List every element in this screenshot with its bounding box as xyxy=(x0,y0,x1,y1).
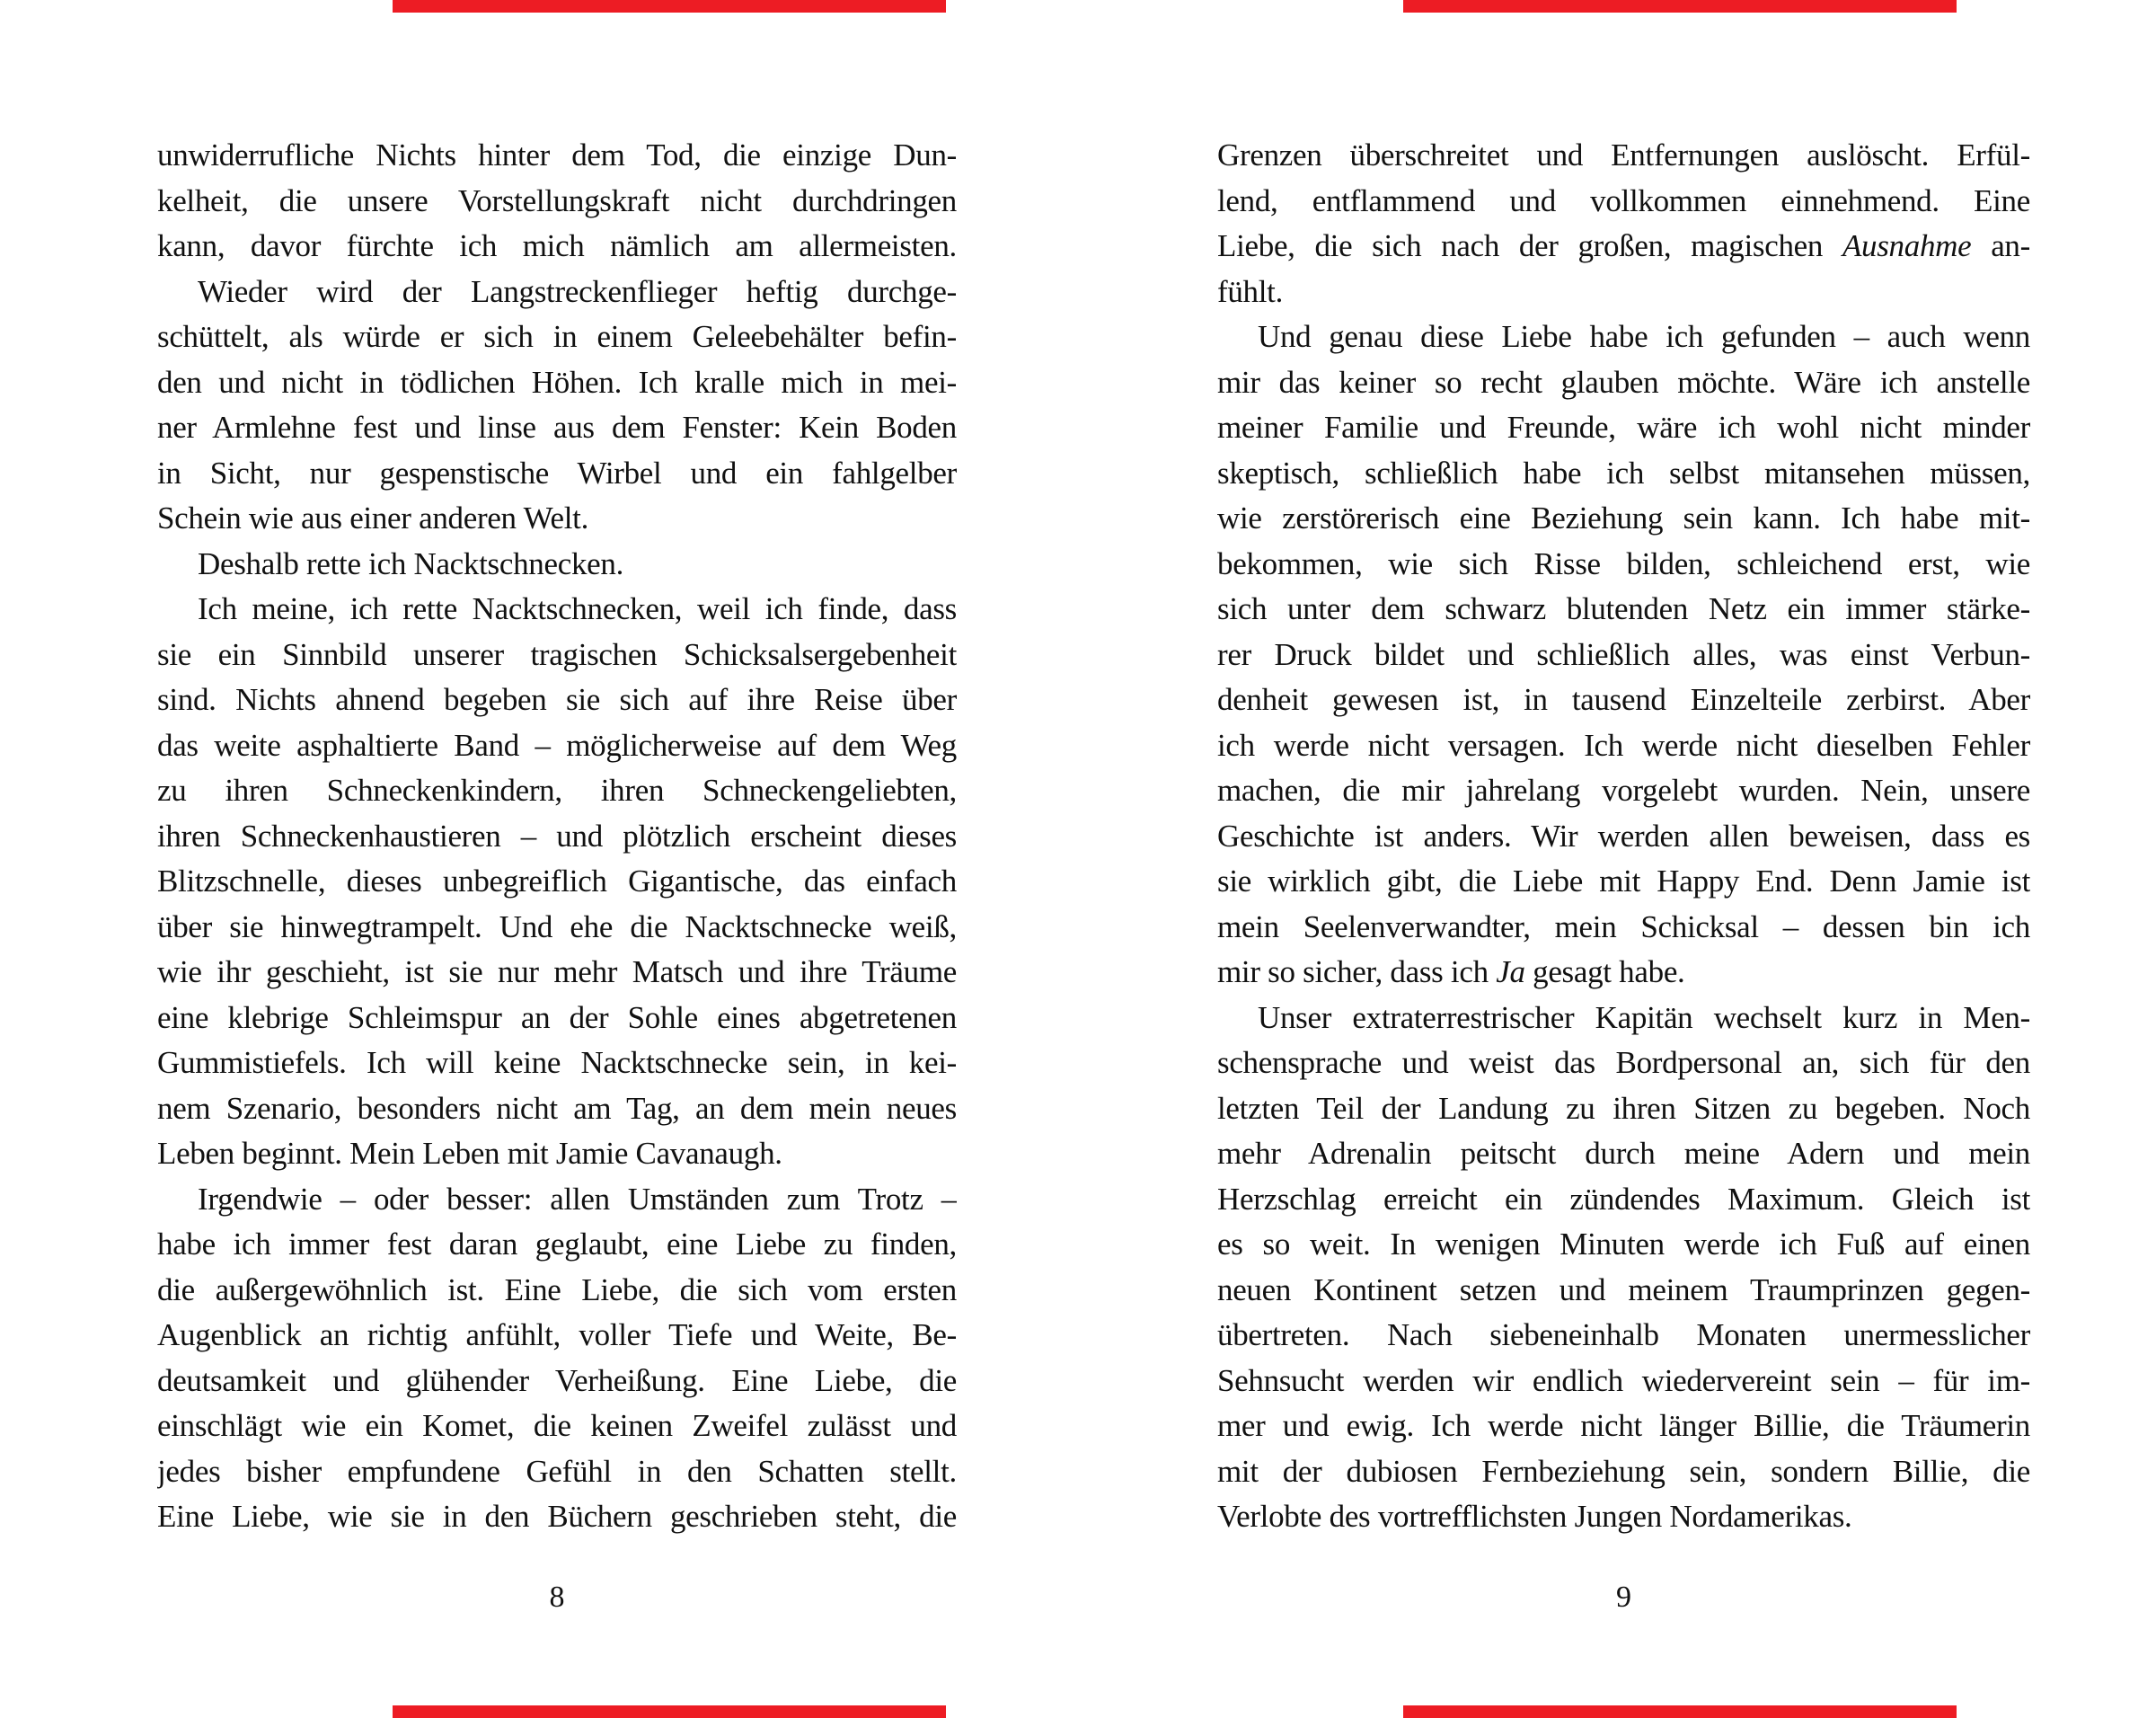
text-line xyxy=(157,950,957,996)
text-line xyxy=(1217,859,2030,905)
text-segment: Verlobte des vortrefflichsten Jungen Nordamerikas. xyxy=(1217,1499,1852,1534)
text-segment: sich unter dem schwarz blutenden Netz ein immer stärke- xyxy=(1217,591,2030,626)
text-segment: Wieder wird der Langstreckenflieger heftig durchge- xyxy=(198,273,957,309)
text-segment: Ich meine, ich rette Nacktschnecken, weil ich finde, dass xyxy=(198,591,957,626)
text-segment: sind. Nichts ahnend begeben sie sich auf ihre Reise über xyxy=(157,682,957,717)
cover-edge-top-right xyxy=(1403,0,1957,13)
text-line xyxy=(1217,677,2030,723)
text-segment: wie zerstörerisch eine Beziehung sein kann. Ich habe mit- xyxy=(1217,500,2030,536)
text-segment: mein Seelenverwandter, mein Schicksal – dessen bin ich xyxy=(1217,908,2030,944)
text-line xyxy=(157,1359,957,1404)
text-segment: kann, davor fürchte ich mich nämlich am allermeisten. xyxy=(157,228,957,263)
text-segment: sie ein Sinnbild unserer tragischen Schicksalsergebenheit xyxy=(157,636,957,672)
text-segment: ihren Schneckenhaustieren – und plötzlich erscheint dieses xyxy=(157,818,957,854)
text-line xyxy=(157,1131,957,1177)
text-segment: sie wirklich gibt, die Liebe mit Happy End. Denn Jamie ist xyxy=(1217,863,2030,899)
text-segment: Deshalb rette ich Nacktschnecken. xyxy=(198,545,624,581)
text-segment: mit der dubiosen Fernbeziehung sein, sondern Billie, die xyxy=(1217,1453,2030,1489)
text-segment: fühlt. xyxy=(1217,273,1284,309)
text-line xyxy=(1217,1313,2030,1359)
text-line xyxy=(157,1494,957,1540)
text-segment: Liebe, die sich nach der großen, magischen xyxy=(1217,228,1842,263)
text-line xyxy=(157,587,957,633)
text-segment: deutsamkeit und glühender Verheißung. Eine Liebe, die xyxy=(157,1362,957,1398)
text-segment: Schein wie aus einer anderen Welt. xyxy=(157,500,589,536)
text-line xyxy=(1217,1359,2030,1404)
text-line xyxy=(1217,905,2030,951)
text-segment: es so weit. In wenigen Minuten werde ich Fuß auf einen xyxy=(1217,1227,2030,1262)
text-segment: ich werde nicht versagen. Ich werde nicht dieselben Fehler xyxy=(1217,727,2030,763)
text-segment: mehr Adrenalin peitscht durch meine Adern und mein xyxy=(1217,1136,2030,1171)
text-segment: eine klebrige Schleimspur an der Sohle eines abgetretenen xyxy=(157,999,957,1035)
page-right-text xyxy=(1217,133,2030,1540)
text-line xyxy=(157,224,957,270)
text-segment: skeptisch, schließlich habe ich selbst mitansehen müssen, xyxy=(1217,455,2030,491)
text-segment: in Sicht, nur gespenstische Wirbel und ein fahlgelber xyxy=(157,455,957,491)
text-line xyxy=(1217,179,2030,225)
text-line xyxy=(1217,542,2030,588)
text-segment: lend, entflammend und vollkommen einnehmend. Eine xyxy=(1217,182,2030,218)
text-segment: neuen Kontinent setzen und meinem Traumprinzen gegen- xyxy=(1217,1271,2030,1307)
text-segment: unwiderrufliche Nichts hinter dem Tod, die einzige Dun- xyxy=(157,137,957,173)
text-segment: mir das keiner so recht glauben möchte. Wäre ich anstelle xyxy=(1217,364,2030,400)
text-line xyxy=(1217,1268,2030,1314)
cover-edge-bottom-right xyxy=(1403,1705,1957,1718)
text-segment: an- xyxy=(1971,228,2030,263)
text-line xyxy=(157,133,957,179)
text-line xyxy=(1217,1177,2030,1223)
text-segment: zu ihren Schneckenkindern, ihren Schneckengeliebten, xyxy=(157,773,957,808)
text-segment: schensprache und weist das Bordpersonal an, sich für den xyxy=(1217,1045,2030,1080)
cover-edge-bottom-left xyxy=(393,1705,946,1718)
text-line xyxy=(157,405,957,451)
italic-text: Ja xyxy=(1496,954,1525,989)
italic-text: Ausnahme xyxy=(1842,228,1972,263)
text-segment: Und genau diese Liebe habe ich gefunden – auch wenn xyxy=(1258,319,2030,354)
text-segment: Sehnsucht werden wir endlich wiedervereint sein – für im- xyxy=(1217,1362,2030,1398)
text-segment: Geschichte ist anders. Wir werden allen beweisen, dass es xyxy=(1217,818,2030,854)
text-line xyxy=(1217,314,2030,360)
text-segment: habe ich immer fest daran geglaubt, eine Liebe zu finden, xyxy=(157,1227,957,1262)
text-line xyxy=(1217,224,2030,270)
text-line xyxy=(157,677,957,723)
text-segment: wie ihr geschieht, ist sie nur mehr Matsch und ihre Träume xyxy=(157,954,957,989)
text-segment: Leben beginnt. Mein Leben mit Jamie Cavanaugh. xyxy=(157,1136,782,1171)
text-line xyxy=(157,1449,957,1495)
text-line xyxy=(1217,587,2030,633)
text-line xyxy=(1217,1131,2030,1177)
text-segment: jedes bisher empfundene Gefühl in den Schatten stellt. xyxy=(157,1453,957,1489)
text-line xyxy=(1217,1222,2030,1268)
text-line xyxy=(157,1177,957,1223)
text-line xyxy=(157,314,957,360)
text-line xyxy=(157,768,957,814)
text-line xyxy=(1217,1041,2030,1086)
text-line xyxy=(157,723,957,769)
text-line xyxy=(1217,768,2030,814)
text-line xyxy=(1217,723,2030,769)
text-line xyxy=(1217,496,2030,542)
text-segment: die außergewöhnlich ist. Eine Liebe, die sich vom ersten xyxy=(157,1271,957,1307)
text-segment: bekommen, wie sich Risse bilden, schleichend erst, wie xyxy=(1217,545,2030,581)
text-line xyxy=(1217,814,2030,860)
text-line xyxy=(157,1268,957,1314)
text-segment: rer Druck bildet und schließlich alles, was einst Verbun- xyxy=(1217,636,2030,672)
text-line xyxy=(157,633,957,678)
text-segment: kelheit, die unsere Vorstellungskraft nicht durchdringen xyxy=(157,182,957,218)
text-line xyxy=(157,542,957,588)
text-line xyxy=(157,859,957,905)
text-line xyxy=(157,179,957,225)
text-segment: Irgendwie – oder besser: allen Umständen zum Trotz – xyxy=(198,1181,957,1217)
text-line xyxy=(157,1086,957,1132)
text-line xyxy=(1217,1404,2030,1449)
text-segment: gesagt habe. xyxy=(1524,954,1685,989)
text-segment: Gummistiefels. Ich will keine Nacktschnecke sein, in kei- xyxy=(157,1045,957,1080)
text-line xyxy=(1217,950,2030,996)
text-segment: mer und ewig. Ich werde nicht länger Billie, die Träumerin xyxy=(1217,1408,2030,1443)
text-line xyxy=(157,360,957,406)
text-line xyxy=(157,270,957,315)
text-line xyxy=(157,451,957,497)
text-segment: Grenzen überschreitet und Entfernungen auslöscht. Erfül- xyxy=(1217,137,2030,173)
text-segment: mir so sicher, dass ich xyxy=(1217,954,1497,989)
text-segment: einschlägt wie ein Komet, die keinen Zweifel zulässt und xyxy=(157,1408,957,1443)
text-line xyxy=(1217,633,2030,678)
text-line xyxy=(157,1404,957,1449)
text-segment: denheit gewesen ist, in tausend Einzelteile zerbirst. Aber xyxy=(1217,682,2030,717)
text-segment: das weite asphaltierte Band – möglicherweise auf dem Weg xyxy=(157,727,957,763)
text-line xyxy=(157,1041,957,1086)
text-line xyxy=(157,496,957,542)
text-line xyxy=(157,1222,957,1268)
text-segment: nem Szenario, besonders nicht am Tag, an dem mein neues xyxy=(157,1090,957,1126)
text-segment: machen, die mir jahrelang vorgelebt wurden. Nein, unsere xyxy=(1217,773,2030,808)
text-segment: Blitzschnelle, dieses unbegreiflich Gigantische, das einfach xyxy=(157,863,957,899)
text-line xyxy=(1217,405,2030,451)
text-line xyxy=(157,996,957,1041)
text-line xyxy=(1217,996,2030,1041)
text-line xyxy=(1217,1449,2030,1495)
text-line xyxy=(1217,270,2030,315)
text-segment: schüttelt, als würde er sich in einem Geleebehälter befin- xyxy=(157,319,957,354)
text-segment: über sie hinwegtrampelt. Und ehe die Nacktschnecke weiß, xyxy=(157,908,957,944)
text-segment: den und nicht in tödlichen Höhen. Ich kralle mich in mei- xyxy=(157,364,957,400)
page-left-text xyxy=(157,133,957,1540)
text-segment: Herzschlag erreicht ein zündendes Maximum. Gleich ist xyxy=(1217,1181,2030,1217)
text-line xyxy=(1217,133,2030,179)
page-number-left: 8 xyxy=(549,1581,565,1614)
text-segment: Eine Liebe, wie sie in den Büchern geschrieben steht, die xyxy=(157,1499,957,1534)
text-line xyxy=(157,1313,957,1359)
text-line xyxy=(1217,451,2030,497)
text-segment: ner Armlehne fest und linse aus dem Fenster: Kein Boden xyxy=(157,410,957,445)
text-line xyxy=(1217,360,2030,406)
text-line xyxy=(1217,1494,2030,1540)
text-segment: Augenblick an richtig anfühlt, voller Tiefe und Weite, Be- xyxy=(157,1317,957,1352)
text-line xyxy=(157,905,957,951)
text-segment: übertreten. Nach siebeneinhalb Monaten unermesslicher xyxy=(1217,1317,2030,1352)
text-line xyxy=(157,814,957,860)
text-line xyxy=(1217,1086,2030,1132)
text-segment: letzten Teil der Landung zu ihren Sitzen zu begeben. Noch xyxy=(1217,1090,2030,1126)
text-segment: meiner Familie und Freunde, wäre ich wohl nicht minder xyxy=(1217,410,2030,445)
text-segment: Unser extraterrestrischer Kapitän wechselt kurz in Men- xyxy=(1258,999,2030,1035)
cover-edge-top-left xyxy=(393,0,946,13)
page-number-right: 9 xyxy=(1616,1581,1631,1614)
